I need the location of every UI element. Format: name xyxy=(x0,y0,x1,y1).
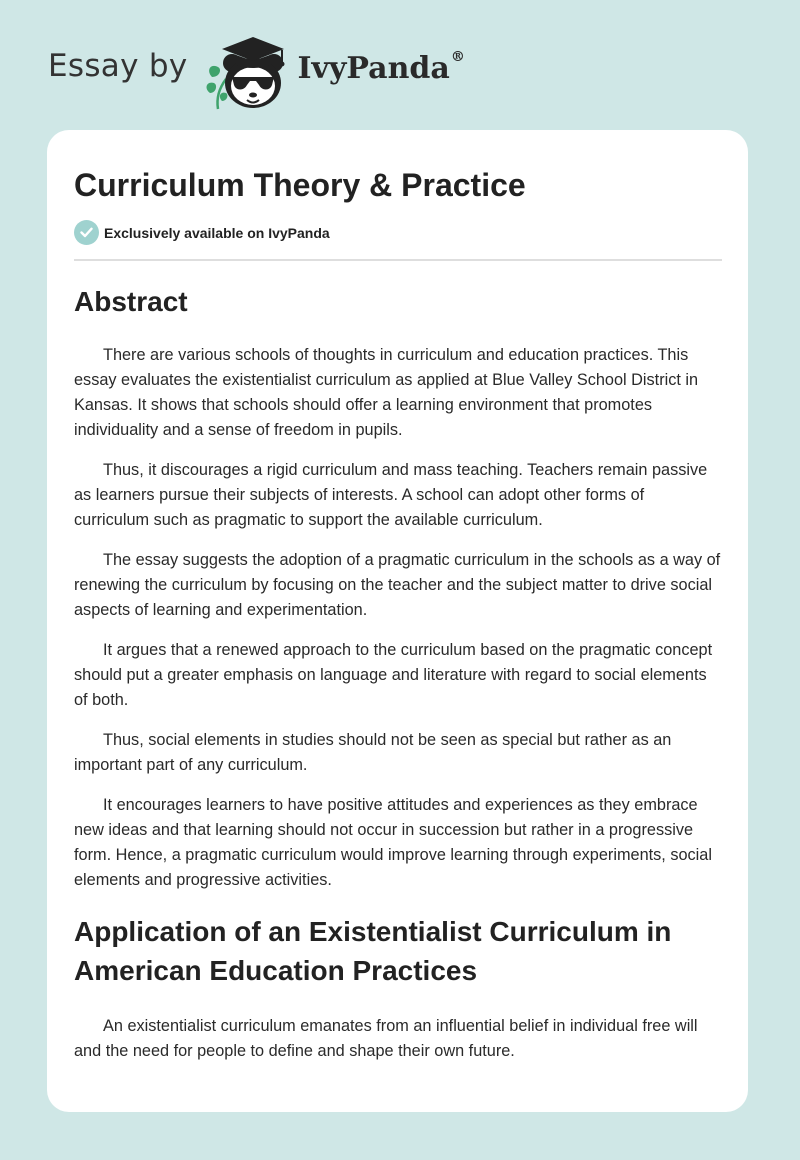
section-application xyxy=(74,912,722,1064)
paragraph: Thus, social elements in studies should not be seen as special but rather as an important part of any curriculum. xyxy=(74,731,672,774)
paragraph: It argues that a renewed approach to the curriculum based on the pragmatic concept should put a greater emphasis on language and literature with regard to social elements of both. xyxy=(74,641,713,709)
exclusive-badge-text: Exclusively available on IvyPanda xyxy=(104,224,330,241)
exclusive-badge xyxy=(74,220,722,245)
essay-card xyxy=(47,130,748,1112)
brand-header xyxy=(48,26,465,116)
brand-logo-link[interactable] xyxy=(202,31,465,111)
section-heading: Abstract xyxy=(74,286,188,317)
paragraph: Thus, it discourages a rigid curriculum and mass teaching. Teachers remain passive as learners pursue their subjects of interests. A school can adopt other forms of curriculum such as pragmatic to support the available curriculum. xyxy=(74,461,708,529)
section-abstract xyxy=(74,282,722,893)
paragraph: An existentialist curriculum emanates from an influential belief in individual free will and the need for people to define and shape their own future. xyxy=(74,1017,698,1060)
brand-name: IvyPanda® xyxy=(297,48,465,86)
title-divider xyxy=(74,259,722,261)
trademark-symbol: ® xyxy=(450,48,465,65)
paragraph: The essay suggests the adoption of a pragmatic curriculum in the schools as a way of renewing the curriculum by focusing on the teacher and the subject matter to drive social aspects of learning and experimentation. xyxy=(74,551,721,619)
essay-title: Curriculum Theory & Practice xyxy=(74,167,526,203)
check-circle-icon xyxy=(74,220,99,245)
paragraph: It encourages learners to have positive attitudes and experiences as they embrace new ideas and that learning should not occur in succession but rather in a progressive form. Hence, a pragmatic curriculum would improve learning through experiments, social elements and progressive activities. xyxy=(74,796,712,889)
paragraph: There are various schools of thoughts in curriculum and education practices. This essay evaluates the existentialist curriculum as applied at Blue Valley School District in Kansas. It shows that schools should offer a learning environment that promotes individuality and a sense of freedom in pupils. xyxy=(74,346,699,439)
panda-graduation-cap-icon xyxy=(202,27,294,111)
section-heading: Application of an Existentialist Curriculum in American Education Practices xyxy=(74,916,672,986)
brand-prefix: Essay by xyxy=(48,48,188,84)
